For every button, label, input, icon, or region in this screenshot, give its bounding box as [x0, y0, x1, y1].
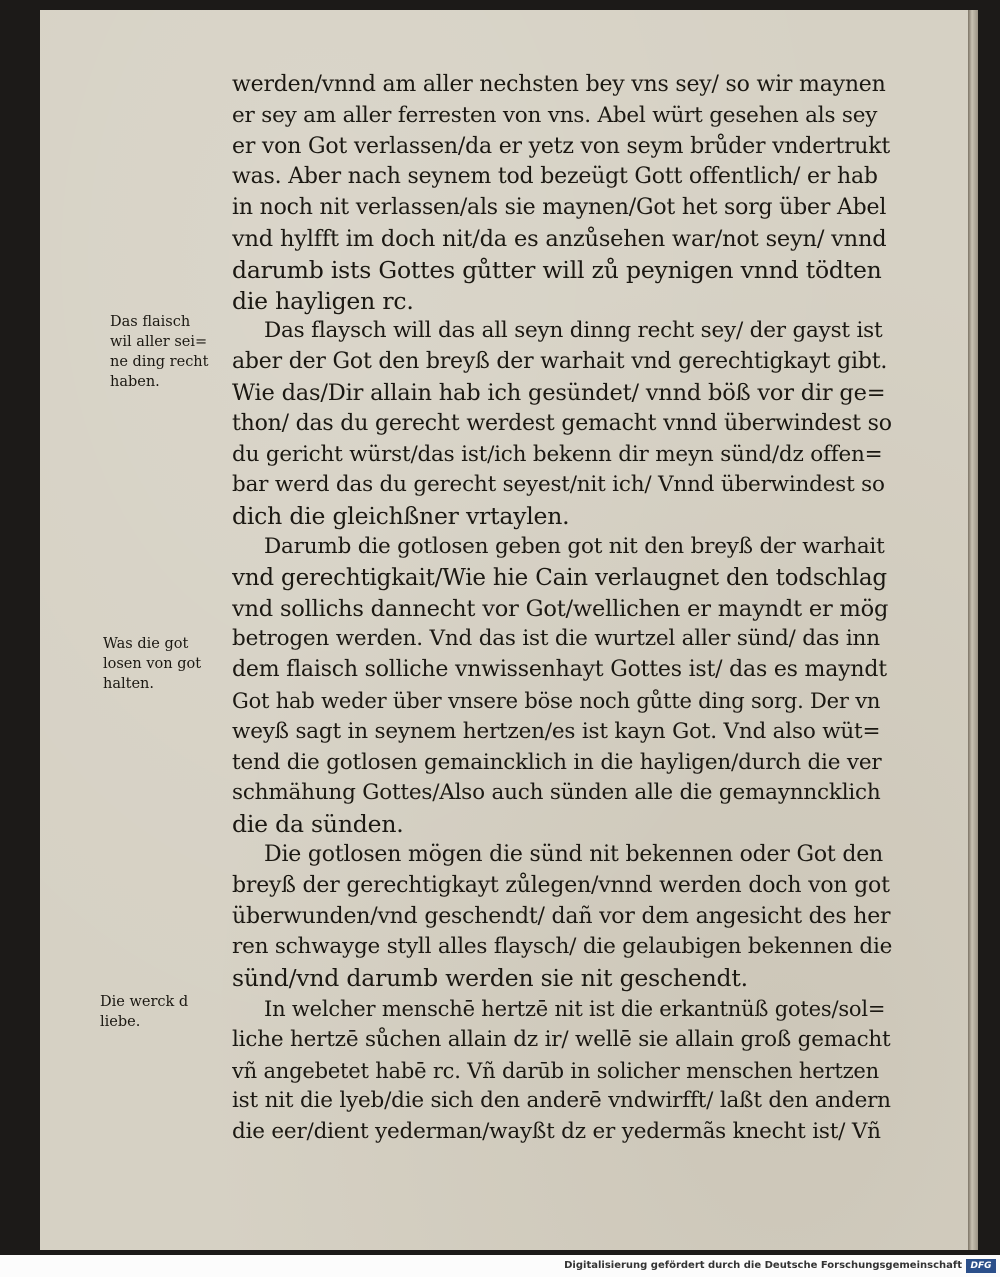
text-line: breyß der gerechtigkayt zůlegen/vnnd werden doch von got [232, 872, 890, 898]
text-line: die da sünden. [232, 810, 404, 839]
digitization-footer [0, 1255, 1000, 1277]
margin-note-line: Was die got [103, 636, 189, 652]
margin-note-line: losen von got [103, 656, 202, 672]
text-line: vnd hylfft im doch nit/da es anzůsehen war/not seyn/ vnnd [232, 225, 887, 252]
margin-note-line: liebe. [100, 1014, 141, 1030]
text-line: Wie das/Dir allain hab ich gesündet/ vnnd böß vor dir ge= [232, 379, 886, 406]
text-line: werden/vnnd am aller nechsten bey vns sey/ so wir maynen [232, 72, 886, 97]
text-line: schmähung Gottes/Also auch sünden alle die gemaynncklich [232, 780, 881, 806]
text-line: vnd gerechtigkait/Wie hie Cain verlaugnet den todschlag [232, 564, 887, 591]
margin-note-line: halten. [103, 676, 154, 692]
text-line: vñ angebetet habē rc. Vñ darūb in solicher menschen hertzen [232, 1058, 879, 1083]
page-edge [968, 10, 978, 1250]
text-line: die eer/dient yederman/wayßt dz er yedermãs knecht ist/ Vñ [232, 1119, 881, 1145]
text-line: betrogen werden. Vnd das ist die wurtzel aller sünd/ das inn [232, 626, 880, 652]
margin-note-godless [103, 634, 201, 694]
text-line: vnd sollichs dannecht vor Got/wellichen er mayndt er mög [232, 595, 889, 622]
margin-note-line: wil aller sei= [110, 334, 208, 350]
text-line: sünd/vnd darumb werden sie nit geschendt. [232, 964, 748, 993]
text-line: die hayligen rc. [232, 286, 414, 315]
margin-note-works-of-love [100, 992, 188, 1032]
text-line: überwunden/vnd geschendt/ dañ vor dem angesicht des her [232, 903, 891, 929]
text-line: ist nit die lyeb/die sich den anderē vndwirfft/ laßt den andern [232, 1088, 891, 1114]
text-line: in noch nit verlassen/als sie maynen/Got het sorg über Abel [232, 195, 887, 221]
text-line: ren schwayge styll alles flaysch/ die gelaubigen bekennen die [232, 934, 892, 960]
text-line: er von Got verlassen/da er yetz von seym brůder vndertrukt [232, 133, 891, 159]
text-line: dich die gleichßner vrtaylen. [232, 502, 570, 531]
text-line: du gericht würst/das ist/ich bekenn dir meyn sünd/dz offen= [232, 441, 883, 467]
margin-note-flesh [110, 312, 208, 392]
text-line: Die gotlosen mögen die sünd nit bekennen oder Got den [264, 841, 884, 867]
text-line: tend die gotlosen gemaincklich in die hayligen/durch die ver [232, 749, 882, 775]
text-line: Das flaysch will das all seyn dinng recht sey/ der gayst ist [264, 318, 883, 344]
text-line: In welcher menschē hertzē nit ist die erkantnüß gotes/sol= [264, 996, 886, 1021]
text-line: thon/ das du gerecht werdest gemacht vnnd überwindest so [232, 410, 892, 436]
text-line: bar werd das du gerecht seyest/nit ich/ Vnnd überwindest so [232, 472, 885, 498]
text-line: liche hertzē sůchen allain dz ir/ wellē sie allain groß gemacht [232, 1026, 891, 1052]
margin-note-line: Das flaisch [110, 314, 191, 330]
text-line: Darumb die gotlosen geben got nit den breyß der warhait [264, 533, 885, 559]
text-line: darumb ists Gottes gůtter will zů peynigen vnnd tödten [232, 255, 882, 284]
dfg-logo: DFG [966, 1259, 996, 1273]
margin-note-line: ne ding recht [110, 354, 209, 370]
text-line: dem flaisch solliche vnwissenhayt Gottes ist/ das es mayndt [232, 657, 887, 683]
funding-credit: Digitalisierung gefördert durch die Deutsche Forschungsgemeinschaft [564, 1260, 962, 1271]
text-line: was. Aber nach seynem tod bezeügt Gott offentlich/ er hab [232, 164, 878, 190]
text-line: Got hab weder über vnsere böse noch gůtte ding sorg. Der vn [232, 688, 881, 713]
text-line: aber der Got den breyß der warhait vnd gerechtigkayt gibt. [232, 349, 888, 375]
text-line: er sey am aller ferresten von vns. Abel würt gesehen als sey [232, 102, 878, 128]
margin-note-line: Die werck d [100, 994, 189, 1010]
main-text-block [232, 70, 892, 1148]
margin-note-line: haben. [110, 374, 160, 390]
text-line: weyß sagt in seynem hertzen/es ist kayn Got. Vnd also wüt= [232, 718, 881, 744]
